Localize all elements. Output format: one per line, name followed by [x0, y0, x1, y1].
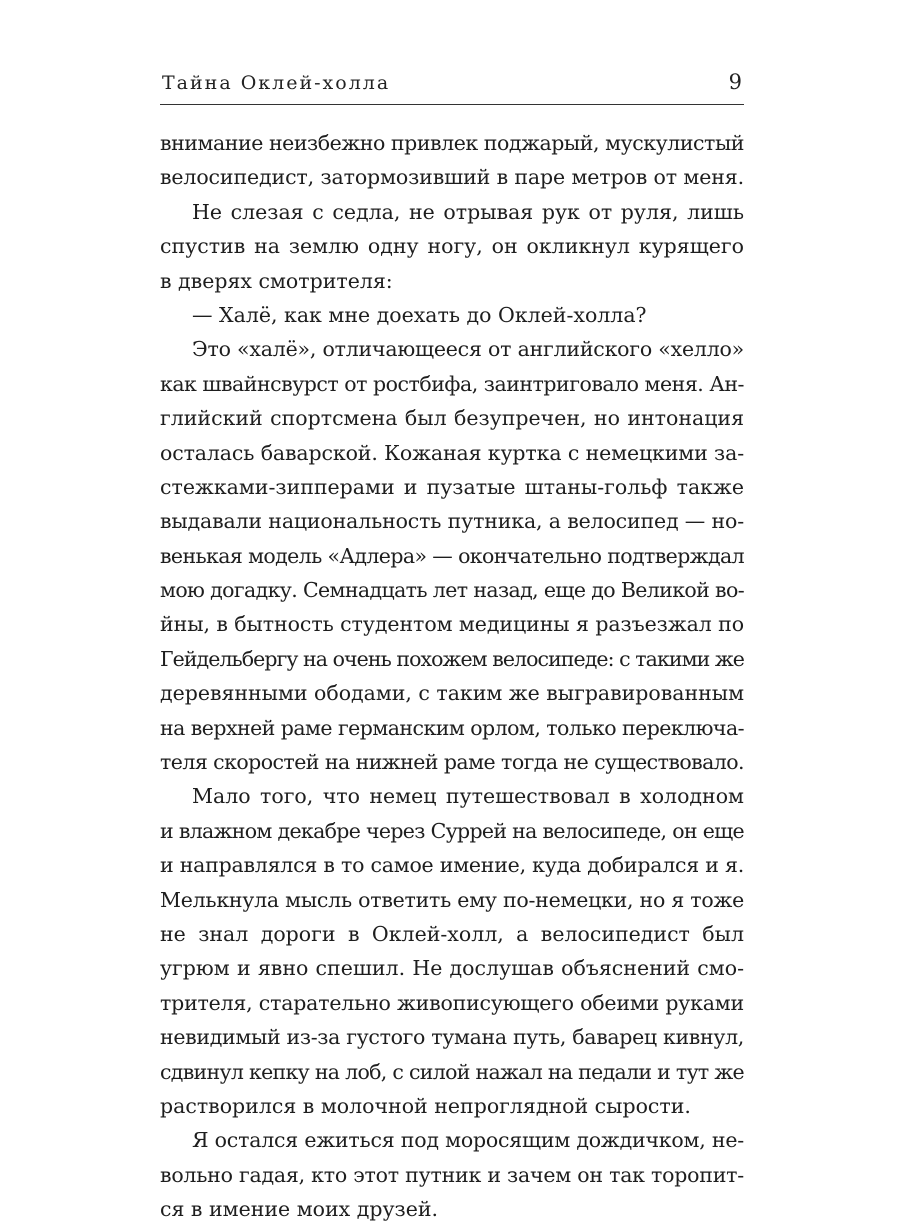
text-line: угрюм и явно спешил. Не дослушав объяснений смо- — [160, 956, 744, 981]
text-line: Я остался ежиться под моросящим дождичком, не- — [192, 1128, 744, 1153]
text-line: спустив на землю одну ногу, он окликнул курящего — [160, 234, 744, 259]
text-line: как швайнсвурст от ростбифа, заинтриговало меня. Ан- — [160, 371, 744, 396]
text-line: растворился в молочной непроглядной сырости. — [160, 1093, 691, 1118]
text-line: и влажном декабре через Суррей на велосипеде, он еще — [160, 818, 744, 843]
text-line: осталась баварской. Кожаная куртка с немецкими за- — [160, 440, 744, 465]
book-page — [160, 0, 745, 1222]
text-line: на верхней раме германским орлом, только переключа- — [160, 715, 745, 740]
text-line: — Халё, как мне доехать до Оклей-холла? — [192, 302, 647, 327]
text-line: внимание неизбежно привлек поджарый, мускулистый — [160, 131, 745, 155]
text-line: не знал дороги в Оклей-холл, а велосипедист был — [160, 921, 744, 946]
text-line: невидимый из-за густого тумана путь, баварец кивнул, — [160, 1025, 744, 1050]
text-line: глийский спортсмена был безупречен, но интонация — [160, 406, 744, 431]
text-line: ся в имение моих друзей. — [160, 1197, 439, 1222]
text-line: Не слезая с седла, не отрывая рук от руля, лишь — [192, 199, 744, 224]
running-head — [160, 70, 744, 100]
text-line: Мало того, что немец путешествовал в холодном — [192, 784, 744, 809]
text-line: велосипедист, затормозивший в паре метров от меня. — [160, 165, 744, 190]
page-number: 9 — [728, 70, 742, 94]
text-line: деревянными ободами, с таким же выгравированным — [160, 681, 744, 706]
text-line: в дверях смотрителя: — [160, 268, 393, 293]
text-line: теля скоростей на нижней раме тогда не существовало. — [160, 750, 744, 775]
running-title: Тайна Оклей-холла — [162, 72, 391, 94]
text-line: Гейдельбергу на очень похожем велосипеде: с такими же — [160, 646, 744, 671]
text-line: Мелькнула мысль ответить ему по-немецки, но я тоже — [160, 887, 744, 912]
text-line: мою догадку. Семнадцать лет назад, еще до Великой во- — [160, 578, 744, 603]
text-line: Это «халё», отличающееся от английского «хелло» — [192, 337, 744, 362]
text-line: стежками-зипперами и пузатые штаны-гольф также — [160, 474, 744, 499]
text-line: выдавали национальность путника, а велосипед — но- — [160, 509, 744, 534]
text-line: вольно гадая, кто этот путник и зачем он так торопит- — [160, 1162, 744, 1187]
text-line: сдвинул кепку на лоб, с силой нажал на педали и тут же — [160, 1059, 744, 1084]
text-line: венькая модель «Адлера» — окончательно подтверждал — [160, 543, 744, 568]
body-text — [160, 126, 744, 1227]
text-line: йны, в бытность студентом медицины я разъезжал по — [160, 612, 745, 637]
text-line: и направлялся в то самое имение, куда добирался и я. — [160, 853, 744, 878]
text-line: трителя, старательно живописующего обеими руками — [160, 990, 744, 1015]
header-rule — [160, 104, 744, 105]
